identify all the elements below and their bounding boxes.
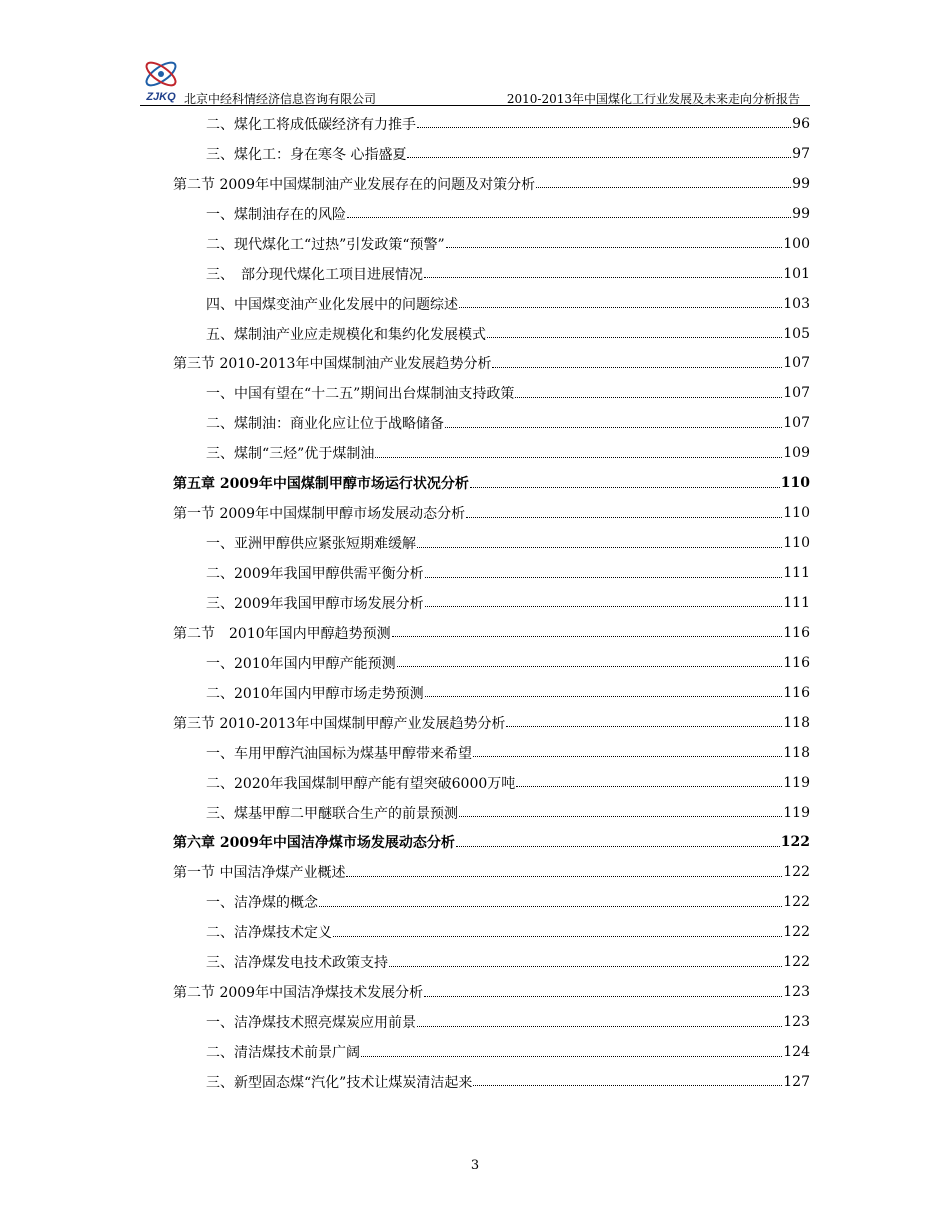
toc-page-number: 122: [783, 864, 810, 881]
toc-entry-title: 三、2009年我国甲醇市场发展分析: [206, 595, 424, 612]
toc-entry-title: 五、煤制油产业应走规模化和集约化发展模式: [206, 326, 486, 343]
toc-dot-leader: [492, 367, 782, 368]
toc-page-number: 116: [783, 684, 810, 701]
toc-dot-leader: [346, 876, 782, 877]
toc-dot-leader: [456, 846, 780, 847]
toc-dot-leader: [424, 996, 782, 997]
toc-subsection[interactable]: [173, 678, 810, 708]
toc-page-number: 122: [783, 924, 810, 941]
toc-entry-title: 第二节 2009年中国煤制油产业发展存在的问题及对策分析: [173, 176, 536, 193]
toc-entry-title: 第二节 2010年国内甲醇趋势预测: [173, 625, 391, 642]
toc-page-number: 99: [792, 175, 810, 192]
toc-entry-title: 第三节 2010-2013年中国煤制油产业发展趋势分析: [173, 356, 492, 373]
toc-entry-title: 第二节 2009年中国洁净煤技术发展分析: [173, 985, 424, 1002]
report-title: 2010-2013年中国煤化工行业发展及未来走向分析报告: [506, 92, 800, 106]
toc-entry-title: 三、煤基甲醇二甲醚联合生产的前景预测: [206, 805, 458, 822]
toc-entry-title: 二、煤化工将成低碳经济有力推手: [206, 116, 416, 133]
toc-entry-title: 第三节 2010-2013年中国煤制甲醇产业发展趋势分析: [173, 715, 506, 732]
toc-dot-leader: [375, 457, 782, 458]
toc-entry-title: 一、车用甲醇汽油国标为煤基甲醇带来希望: [206, 745, 472, 762]
logo-text: ZJKQ: [146, 91, 176, 103]
toc-subsection[interactable]: [173, 109, 810, 139]
toc-entry-title: 二、2009年我国甲醇供需平衡分析: [206, 566, 424, 583]
toc-subsection[interactable]: [173, 528, 810, 558]
toc-entry-title: 一、中国有望在“十二五”期间出台煤制油支持政策: [206, 386, 515, 403]
toc-section[interactable]: [173, 169, 810, 199]
toc-section[interactable]: [173, 708, 810, 738]
toc-subsection[interactable]: [173, 319, 810, 349]
toc-subsection[interactable]: [173, 738, 810, 768]
toc-entry-title: 第一节 中国洁净煤产业概述: [173, 865, 346, 882]
toc-subsection[interactable]: [173, 1007, 810, 1037]
toc-subsection[interactable]: [173, 378, 810, 408]
toc-page-number: 100: [783, 235, 810, 252]
toc-page-number: 118: [783, 714, 810, 731]
toc-page-number: 127: [783, 1073, 810, 1090]
toc-subsection[interactable]: [173, 259, 810, 289]
company-logo: [140, 55, 182, 103]
toc-dot-leader: [425, 696, 783, 697]
toc-dot-leader: [515, 397, 782, 398]
toc-dot-leader: [425, 577, 783, 578]
toc-subsection[interactable]: [173, 408, 810, 438]
toc-entry-title: 三、煤化工：身在寒冬 心指盛夏: [206, 146, 407, 163]
toc-subsection[interactable]: [173, 139, 810, 169]
toc-section[interactable]: [173, 857, 810, 887]
toc-subsection[interactable]: [173, 199, 810, 229]
toc-subsection[interactable]: [173, 229, 810, 259]
toc-section[interactable]: [173, 977, 810, 1007]
toc-subsection[interactable]: [173, 289, 810, 319]
toc-dot-leader: [397, 666, 783, 667]
toc-page-number: 110: [783, 505, 810, 522]
toc-entry-title: 一、亚洲甲醇供应紧张短期难缓解: [206, 536, 416, 553]
toc-page-number: 105: [783, 325, 810, 342]
toc-dot-leader: [536, 187, 791, 188]
toc-page-number: 116: [783, 654, 810, 671]
toc-entry-title: 第五章 2009年中国煤制甲醇市场运行状况分析: [173, 476, 469, 493]
toc-page-number: 122: [783, 894, 810, 911]
page-number: 3: [470, 1158, 480, 1173]
toc-dot-leader: [361, 1056, 782, 1057]
toc-dot-leader: [459, 307, 782, 308]
toc-page-number: 103: [783, 295, 810, 312]
toc-dot-leader: [407, 157, 791, 158]
toc-entry-title: 一、煤制油存在的风险: [206, 206, 346, 223]
toc-entry-title: 二、洁净煤技术定义: [206, 925, 332, 942]
page-header: [140, 55, 810, 106]
toc-dot-leader: [487, 337, 782, 338]
toc-entry-title: 二、2020年我国煤制甲醇产能有望突破6000万吨: [206, 775, 516, 792]
toc-chapter[interactable]: [173, 468, 810, 498]
toc-section[interactable]: [173, 618, 810, 648]
toc-entry-title: 三、煤制“三烃”优于煤制油: [206, 446, 375, 463]
company-name: 北京中经科情经济信息咨询有限公司: [184, 92, 377, 106]
toc-page-number: 109: [783, 445, 810, 462]
toc-dot-leader: [417, 1026, 782, 1027]
toc-dot-leader: [473, 1085, 782, 1086]
toc-entry-title: 三、洁净煤发电技术政策支持: [206, 955, 388, 972]
toc-subsection[interactable]: [173, 648, 810, 678]
toc-dot-leader: [425, 606, 783, 607]
toc-subsection[interactable]: [173, 768, 810, 798]
toc-dot-leader: [417, 547, 782, 548]
toc-dot-leader: [459, 816, 782, 817]
toc-subsection[interactable]: [173, 917, 810, 947]
toc-subsection[interactable]: [173, 1037, 810, 1067]
toc-page-number: 118: [783, 744, 810, 761]
toc-subsection[interactable]: [173, 887, 810, 917]
toc-section[interactable]: [173, 498, 810, 528]
toc-entry-title: 第六章 2009年中国洁净煤市场发展动态分析: [173, 835, 455, 852]
toc-subsection[interactable]: [173, 558, 810, 588]
toc-entry-title: 一、2010年国内甲醇产能预测: [206, 655, 396, 672]
toc-page-number: 116: [783, 624, 810, 641]
toc-dot-leader: [466, 517, 782, 518]
toc-page-number: 119: [783, 804, 810, 821]
toc-page-number: 122: [780, 834, 810, 851]
toc-page-number: 123: [783, 1014, 810, 1031]
toc-dot-leader: [392, 636, 783, 637]
toc-dot-leader: [445, 427, 782, 428]
toc-dot-leader: [333, 936, 782, 937]
toc-page-number: 97: [792, 145, 810, 162]
toc-entry-title: 二、现代煤化工“过热”引发政策“预警”: [206, 236, 445, 253]
toc-dot-leader: [424, 277, 782, 278]
toc-section[interactable]: [173, 349, 810, 379]
toc-page-number: 111: [783, 565, 810, 582]
toc-dot-leader: [506, 726, 782, 727]
toc-page-number: 107: [783, 415, 810, 432]
toc-entry-title: 三、 部分现代煤化工项目进展情况: [206, 266, 423, 283]
toc-subsection[interactable]: [173, 798, 810, 828]
toc-page-number: 111: [783, 594, 810, 611]
toc-entry-title: 一、洁净煤的概念: [206, 895, 318, 912]
toc-page-number: 123: [783, 984, 810, 1001]
toc-page-number: 107: [783, 355, 810, 372]
toc-dot-leader: [319, 906, 782, 907]
toc-subsection[interactable]: [173, 438, 810, 468]
toc-page-number: 99: [792, 205, 810, 222]
toc-page-number: 122: [783, 954, 810, 971]
toc-entry-title: 四、中国煤变油产业化发展中的问题综述: [206, 296, 458, 313]
toc-dot-leader: [516, 786, 782, 787]
toc-dot-leader: [470, 487, 780, 488]
toc-subsection[interactable]: [173, 947, 810, 977]
toc-chapter[interactable]: [173, 828, 810, 858]
toc-dot-leader: [389, 966, 782, 967]
toc-entry-title: 第一节 2009年中国煤制甲醇市场发展动态分析: [173, 506, 466, 523]
toc-dot-leader: [473, 756, 782, 757]
toc-dot-leader: [446, 247, 783, 248]
toc-entry-title: 二、煤制油：商业化应让位于战略储备: [206, 416, 444, 433]
toc-subsection[interactable]: [173, 588, 810, 618]
toc-page-number: 110: [780, 475, 810, 492]
toc-entry-title: 二、2010年国内甲醇市场走势预测: [206, 685, 424, 702]
toc-page-number: 101: [783, 265, 810, 282]
toc-entry-title: 一、洁净煤技术照亮煤炭应用前景: [206, 1015, 416, 1032]
toc-page-number: 124: [783, 1044, 810, 1061]
toc-entry-title: 二、清洁煤技术前景广阔: [206, 1045, 360, 1062]
table-of-contents: [173, 109, 810, 1097]
toc-page-number: 96: [792, 115, 810, 132]
toc-page-number: 119: [783, 774, 810, 791]
toc-page-number: 107: [783, 385, 810, 402]
toc-page-number: 110: [783, 535, 810, 552]
toc-subsection[interactable]: [173, 1067, 810, 1097]
toc-dot-leader: [347, 217, 791, 218]
toc-entry-title: 三、新型固态煤“汽化”技术让煤炭清洁起来: [206, 1074, 473, 1091]
toc-dot-leader: [417, 127, 791, 128]
header-divider: [140, 105, 810, 106]
